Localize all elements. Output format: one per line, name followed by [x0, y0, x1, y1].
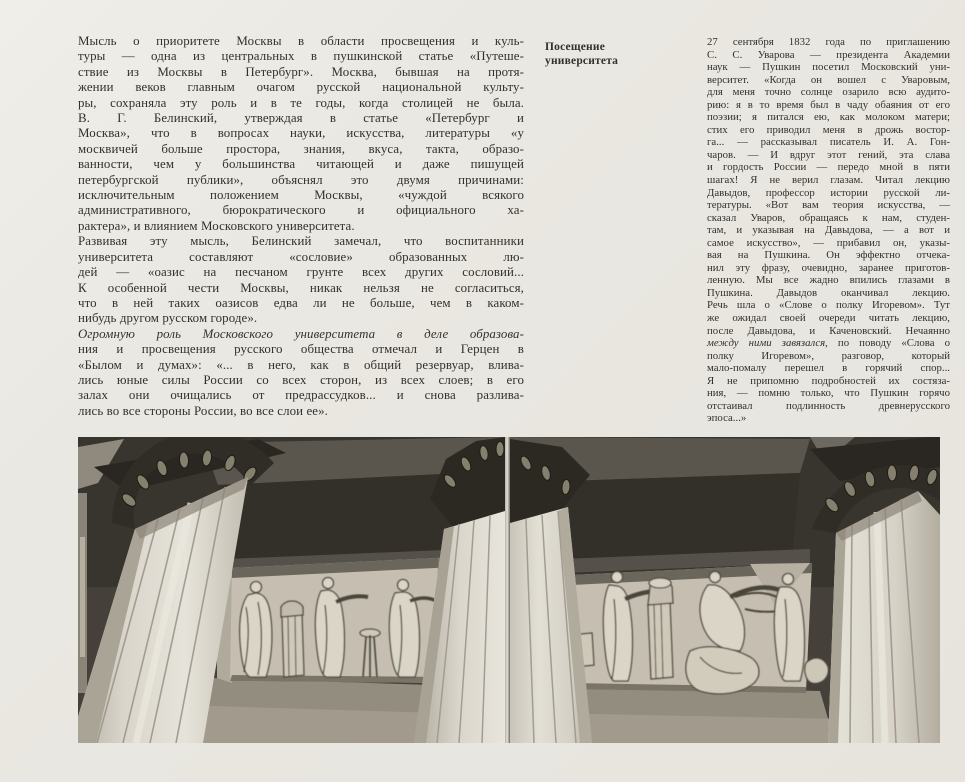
right-page-text — [707, 36, 950, 425]
right-column-italic: между ними завязался — [707, 337, 826, 350]
right-column-body — [707, 36, 950, 412]
photo-university-portico — [78, 437, 940, 743]
paragraph-2-lastline: нибудь другом русском городе». — [78, 311, 258, 326]
right-column-part2: , по поводу «Слова о полку Игоревом», разговор, который мало-помалу перешел в горячий спор... Я не припомню подробностей их состяза- ния, — помню только, что Пушкин горячо отстаивал подлинность древнерусского — [707, 337, 950, 412]
paragraph-3-italic-lead: Огромную роль Московского университета в деле образова- — [78, 326, 524, 341]
paragraph-3-lastline: лись во все стороны России, во все слои ее». — [78, 403, 328, 418]
paragraph-1-body — [78, 34, 524, 219]
margin-section-heading: Посещение университета — [545, 41, 619, 67]
right-column-lastline: эпоса...» — [707, 412, 747, 425]
photo-left-half — [78, 437, 505, 743]
paragraph-2-body — [78, 234, 524, 311]
paragraph-1-lastline: рактера», и влиянием Московского университета. — [78, 218, 355, 233]
paragraph-2-body-text: Развивая эту мысль, Белинский замечал, что воспитанники университета составляют «сословие» образованных лю- дей — «оазис на песчаном грунте всех других сословий... К особенной чести Москвы, никак нельзя не согласиться, что в ней таких оазисов едва ли не больше, чем в каком- — [78, 234, 524, 310]
photo-right-half — [510, 437, 940, 743]
paragraph-3-body — [78, 327, 524, 404]
paragraph-3-body-text: ния и просвещения русского общества отмечал и Герцен в «Былом и думах»: «... в него, как в общий резервуар, влива- лись юные силы России со всех сторон, из всех слоев; в его залах они очищались от предрассудков... и снова разлива- — [78, 342, 524, 403]
right-column-part1: 27 сентября 1832 года по приглашению С. С. Уварова — президента Академии наук — Пушкин посетил Московский уни- верситет. «Когда он вошел с Уваровым, для меня точно солнце озарило всю аудито- рию: я в то время был в чаду обаяния от его поэзии; я питался ею, как молоком матери; стих его приводил меня в дрожь востор- га... — рассказывал писатель И. А. Гон- чаров. — И вдруг этот гений, эта слава и гордость России — передо мной в пяти шагах! Я не верил глазам. Читал лекцию Давыдов, профессор истории русской ли- тературы. «Вот вам теория искусства, — сказал Уваров, обращаясь к нам, студен- там, и указывая на Давыдова, — а вот и самое искусство», — прибавил он, указы- вая на Пушкина. Он эффектно отчека- нил эту фразу, очевидно, заранее приготов- ленную. Мы все жадно впились глазами в Пушкина. Давыдов оканчивал лекцию. Речь шла о «Слове о полку Игоревом». Тут же ожидал своей очереди читать лекцию, после Давыдова, и Каченовский. Нечаянно — [707, 36, 950, 337]
left-page-text — [78, 34, 524, 419]
paragraph-1-body-text: Мысль о приоритете Москвы в области просвещения и куль- туры — одна из центральных в пушкинской статье «Путеше- ствие из Москвы в Петербург». Москва, бывшая на протя- жении веков главным очагом русской национальной культу- ры, сохраняла эту роль и в те годы, когда столицей не была. В. Г. Белинский, утверждая в статье «Петербург и Москва», что в вопросах науки, искусства, литературы «у москвичей больше простора, знания, вкуса, такта, образо- ванности, чем у большинства читающей и даже пишущей петербургской публики», объяснял это двумя причинами: исключительным положением Москвы, «чуждой всякого административного, бюрократического и официального ха- — [78, 34, 524, 218]
